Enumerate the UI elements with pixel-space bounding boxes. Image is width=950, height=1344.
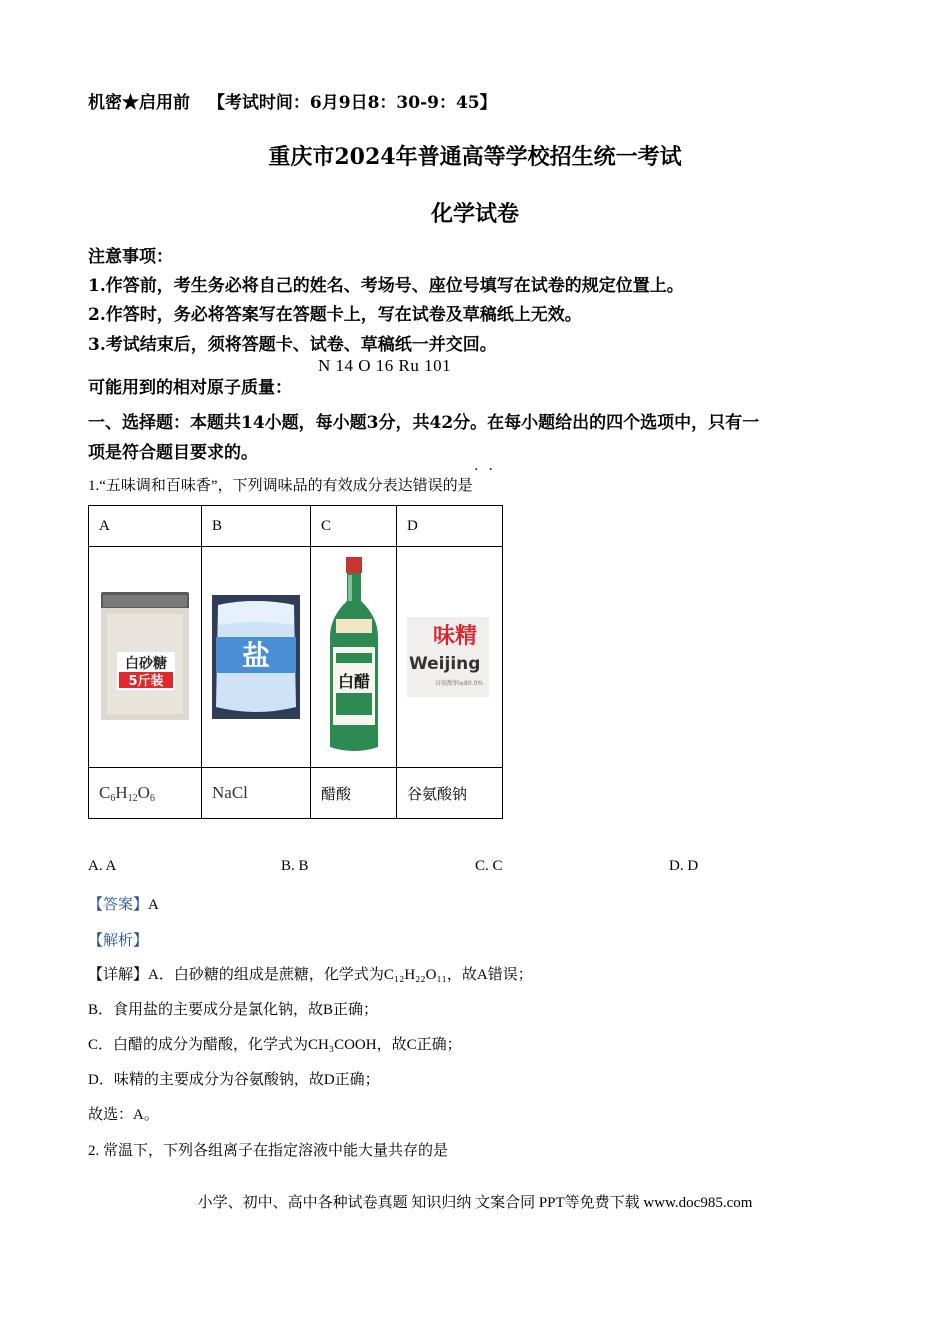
- sugar-weight-text: 5斤装: [128, 674, 164, 689]
- exam-subtitle: 化学试卷: [430, 201, 519, 227]
- header-b: B: [202, 506, 311, 547]
- vinegar-label-text: 白醋: [337, 672, 370, 691]
- table-formula-row: [89, 768, 503, 819]
- option-a: A. A: [88, 858, 117, 874]
- salt-label-text: 盐: [241, 639, 271, 672]
- option-d: D. D: [669, 858, 699, 874]
- note-item-2: 2.作答时，务必将答案写在答题卡上，写在试卷及草稿纸上无效。: [88, 305, 582, 325]
- msg-package-image: [407, 617, 489, 697]
- question-1-stem: 1.“五味调和百味香”，下列调味品的有效成分表达错误的是: [88, 478, 473, 494]
- sugar-label-text: 白砂糖: [125, 656, 167, 672]
- note-item-3: 3.考试结束后，须将答题卡、试卷、草稿纸一并交回。: [88, 335, 497, 355]
- note-item-1: 1.作答前，考生务必将自己的姓名、考场号、座位号填写在试卷的规定位置上。: [88, 276, 684, 296]
- option-b: B. B: [281, 858, 309, 874]
- msg-image-cell: [397, 547, 503, 768]
- answer-value: A: [148, 897, 159, 913]
- answer-line: [88, 893, 159, 914]
- msg-small-print: 谷氨酸钠≥80.0%: [435, 680, 484, 687]
- sugar-image-cell: [89, 547, 202, 768]
- confidential-label: 机密★启用前: [88, 93, 190, 113]
- section-one-line-2: 项是符合题目要求的。: [88, 443, 258, 463]
- vinegar-bottle-image: [326, 557, 382, 757]
- sugar-jar-image: [99, 592, 191, 722]
- header-a: A: [89, 506, 202, 547]
- salt-bag-image: [212, 595, 300, 719]
- table-header-row: [89, 506, 503, 547]
- exam-header: [88, 88, 497, 113]
- formula-a: $C_6H_{12}O_6$: [89, 768, 202, 819]
- conclusion-line: 故选：A。: [88, 1107, 159, 1123]
- detail-line-a: 【详解】A．白砂糖的组成是蔗糖，化学式为C₁₂H₂₂O₁₁，故A错误；: [88, 967, 533, 983]
- table-image-row: [89, 547, 503, 768]
- exam-title: 重庆市2024年普通高等学校招生统一考试: [268, 144, 682, 170]
- formula-c: 醋酸: [311, 768, 397, 819]
- atomic-mass-label: 可能用到的相对原子质量：: [88, 378, 292, 398]
- option-c: C. C: [475, 858, 503, 874]
- header-c: C: [311, 506, 397, 547]
- answer-tag: 【答案】: [88, 897, 149, 913]
- analysis-tag: 【解析】: [88, 933, 149, 949]
- notes-heading: 注意事项：: [88, 247, 173, 267]
- footer-text: 小学、初中、高中各种试卷真题 知识归纳 文案合同 PPT等免费下载 www.doc985.com: [197, 1195, 753, 1211]
- emphasis-dots: ..: [474, 458, 503, 474]
- section-one-line-1: 一、选择题：本题共14小题，每小题3分，共42分。在每小题给出的四个选项中，只有一: [88, 413, 760, 433]
- detail-line-d: D．味精的主要成分为谷氨酸钠，故D正确；: [88, 1072, 380, 1088]
- msg-chinese-label: 味精: [432, 623, 478, 649]
- formula-b: NaCl: [202, 768, 311, 819]
- detail-tag: 【详解】: [88, 967, 149, 983]
- question-2-stem: 2. 常温下，下列各组离子在指定溶液中能大量共存的是: [88, 1143, 449, 1159]
- msg-pinyin-label: Weijing: [409, 654, 481, 674]
- atomic-mass-values: N 14 O 16 Ru 101: [318, 356, 452, 375]
- formula-d: 谷氨酸钠: [397, 768, 503, 819]
- section-one-heading: [88, 408, 858, 468]
- vinegar-image-cell: [311, 547, 397, 768]
- salt-image-cell: [202, 547, 311, 768]
- exam-time: 【考试时间：6月9日8：30-9：45】: [207, 93, 497, 113]
- header-d: D: [397, 506, 503, 547]
- detail-line-c: C．白醋的成分为醋酸，化学式为CH₃COOH，故C正确；: [88, 1037, 462, 1053]
- detail-line-b: B．食用盐的主要成分是氯化钠，故B正确；: [88, 1002, 379, 1018]
- question-1-table: [88, 505, 503, 819]
